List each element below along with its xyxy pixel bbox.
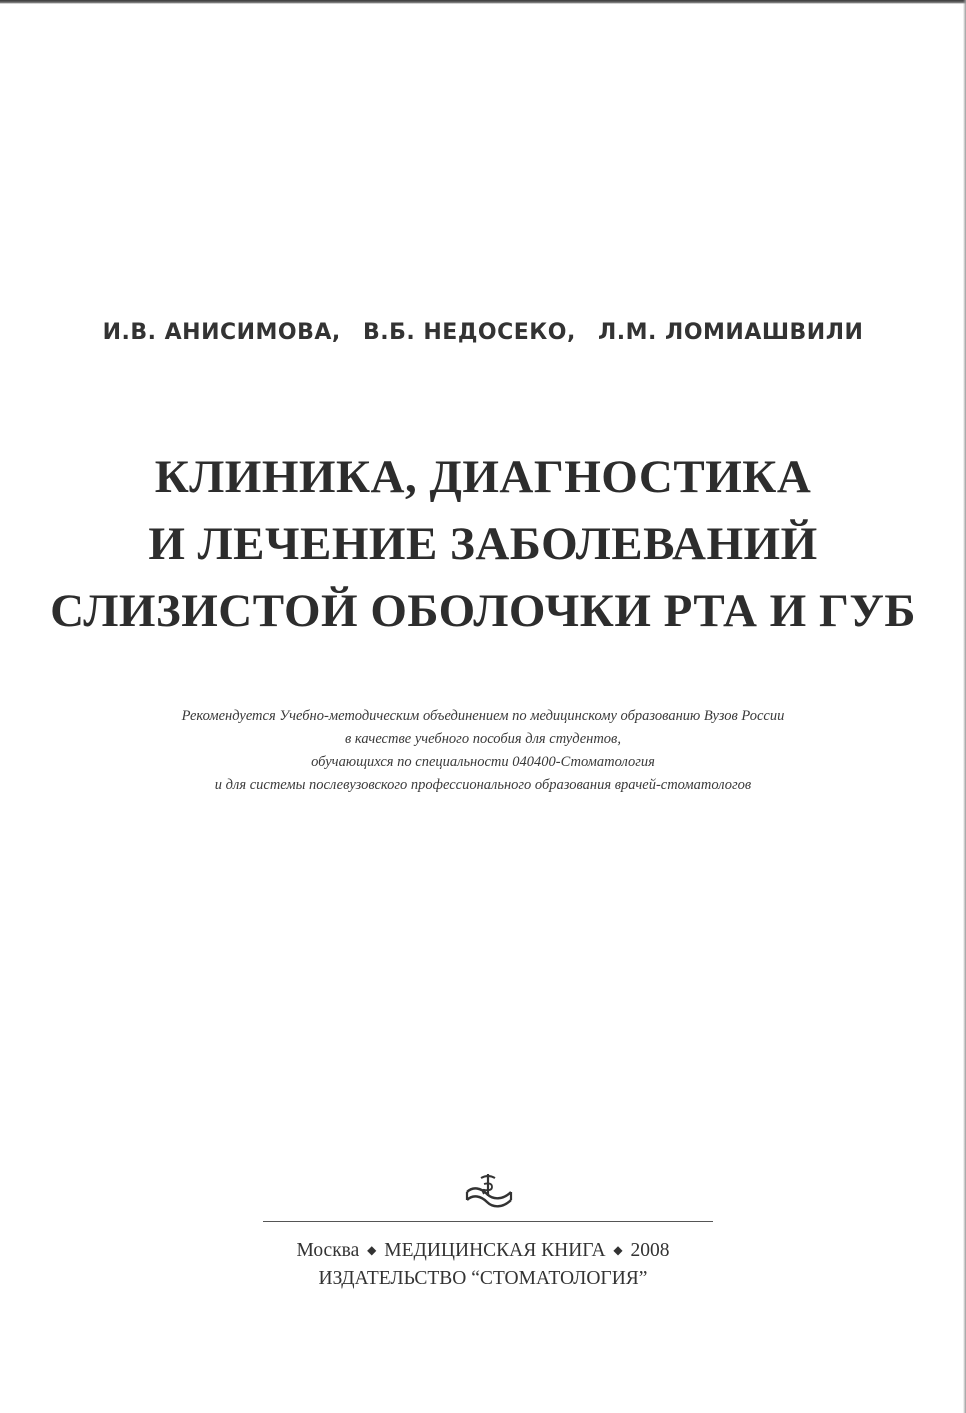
recommendation-text bbox=[0, 705, 966, 797]
publisher-logo-icon bbox=[463, 1170, 515, 1210]
title-line-3: СЛИЗИСТОЙ ОБОЛОЧКИ РТА И ГУБ bbox=[50, 585, 916, 637]
title-line-2: И ЛЕЧЕНИЕ ЗАБОЛЕВАНИЙ bbox=[148, 518, 818, 570]
scan-edge-top bbox=[0, 0, 966, 4]
title-line-1: КЛИНИКА, ДИАГНОСТИКА bbox=[154, 451, 812, 503]
recommendation-line-4: и для системы послевузовского профессионального образования врачей-стоматологов bbox=[214, 777, 752, 793]
imprint-city: Москва bbox=[296, 1240, 360, 1261]
author-3: Л.М. ЛОМИАШВИЛИ bbox=[598, 320, 864, 345]
recommendation-line-3: обучающихся по специальности 040400-Стоматология bbox=[311, 754, 655, 770]
imprint-year: 2008 bbox=[630, 1240, 670, 1261]
imprint-line-1 bbox=[0, 1236, 966, 1265]
author-2: В.Б. НЕДОСЕКО, bbox=[362, 320, 576, 345]
bullet-separator-1: ◆ bbox=[367, 1243, 377, 1257]
imprint-publisher: МЕДИЦИНСКАЯ КНИГА bbox=[384, 1240, 606, 1261]
author-1: И.В. АНИСИМОВА, bbox=[102, 320, 341, 345]
book-title bbox=[0, 444, 966, 645]
recommendation-line-2: в качестве учебного пособия для студентов, bbox=[345, 731, 621, 747]
authors-line bbox=[0, 320, 966, 345]
bullet-separator-2: ◆ bbox=[613, 1243, 623, 1257]
imprint-line-2: ИЗДАТЕЛЬСТВО “СТОМАТОЛОГИЯ” bbox=[318, 1268, 648, 1289]
imprint bbox=[0, 1236, 966, 1293]
recommendation-line-1: Рекомендуется Учебно-методическим объединением по медицинскому образованию Вузов России bbox=[181, 708, 785, 724]
imprint-divider bbox=[263, 1221, 713, 1222]
